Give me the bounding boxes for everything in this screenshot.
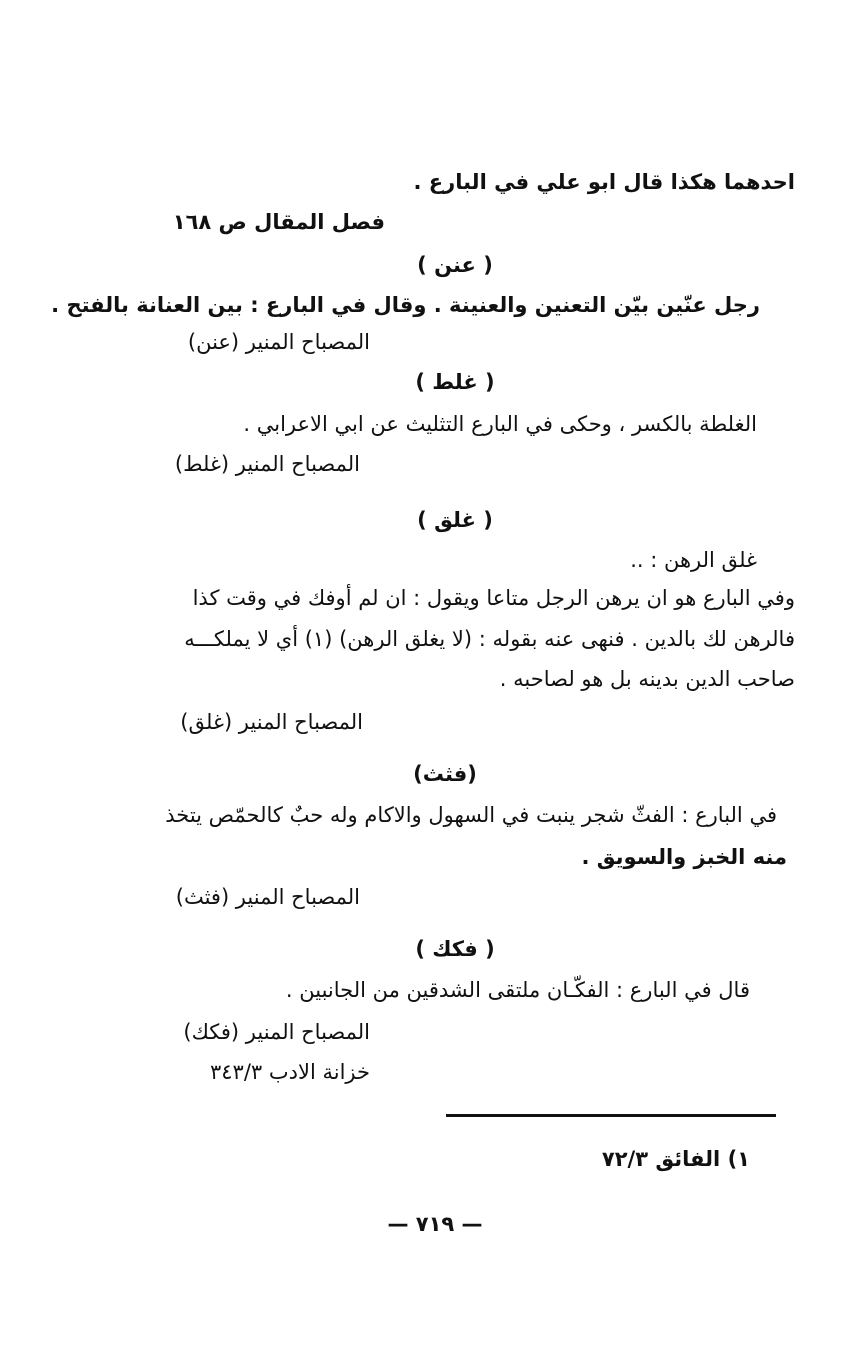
entry-text-line: رجل عنّين بيّن التعنين والعنينة . وقال في البارع : بين العنانة بالفتح . bbox=[51, 293, 760, 317]
entry-heading: ( فكك ) bbox=[415, 937, 495, 961]
entry-heading: ( غلط ) bbox=[415, 370, 495, 394]
footnote: ١) الفائق ٧٢/٣ bbox=[601, 1147, 750, 1171]
entry-text-line: منه الخبز والسويق . bbox=[581, 845, 787, 869]
entry-text-line: صاحب الدين بدينه بل هو لصاحبه . bbox=[499, 667, 795, 691]
entry-source: المصباح المنير (غلط) bbox=[174, 452, 360, 476]
footnote-divider bbox=[446, 1114, 776, 1117]
entry-source: المصباح المنير (عنن) bbox=[187, 330, 370, 354]
entry-text-line: قال في البارع : الفكّـان ملتقى الشدقين من الجانبين . bbox=[285, 978, 750, 1002]
entry-text-line: في البارع : الفثّ شجر ينبت في السهول والاكام وله حبٌ كالحمّص يتخذ bbox=[165, 803, 777, 827]
entry-heading: ( عنن ) bbox=[417, 253, 493, 277]
entry-text-line: وفي البارع هو ان يرهن الرجل متاعا ويقول : ان لم أوفك في وقت كذا bbox=[192, 586, 795, 610]
entry-text-line: الغلطة بالكسر ، وحكى في البارع التثليث عن ابي الاعرابي . bbox=[243, 412, 757, 436]
entry-heading: (فثث) bbox=[413, 762, 477, 786]
intro-reference: فصل المقال ص ١٦٨ bbox=[172, 210, 385, 234]
intro-line: احدهما هكذا قال ابو علي في البارع . bbox=[413, 170, 795, 194]
entry-text-line: فالرهن لك بالدين . فنهى عنه بقوله : (لا يغلق الرهن) (١) أي لا يملكـــه bbox=[184, 627, 795, 651]
entry-source: المصباح المنير (فثث) bbox=[175, 885, 360, 909]
entry-source: المصباح المنير (فكك) bbox=[183, 1020, 370, 1044]
entry-heading: ( غلق ) bbox=[417, 508, 493, 532]
entry-source: خزانة الادب ٣٤٣/٣ bbox=[210, 1060, 370, 1084]
entry-source: المصباح المنير (غلق) bbox=[180, 710, 363, 734]
entry-text-line: غلق الرهن : .. bbox=[630, 548, 757, 572]
page-number: — ٧١٩ — bbox=[387, 1212, 483, 1236]
